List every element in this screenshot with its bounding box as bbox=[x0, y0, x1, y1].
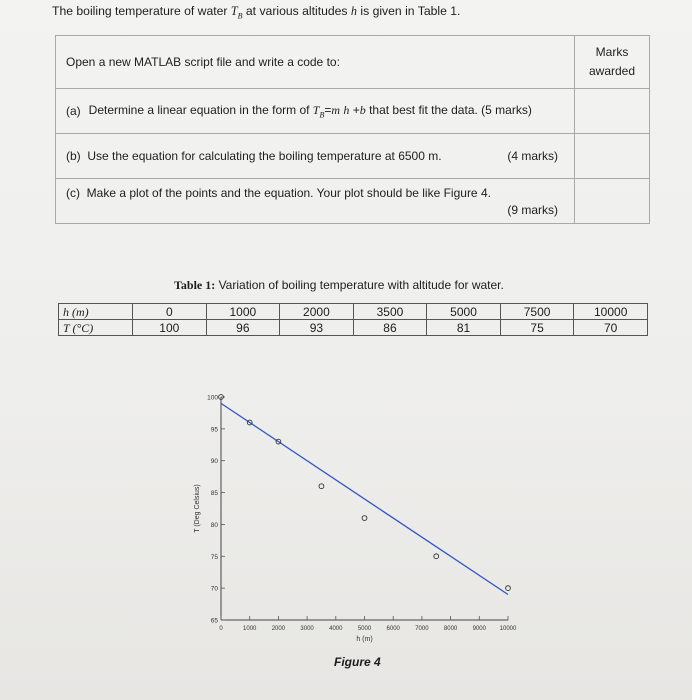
t-cell: 75 bbox=[500, 320, 574, 336]
fit-line-group bbox=[221, 403, 508, 594]
y-tick-label: 90 bbox=[210, 458, 218, 466]
questions-header: Open a new MATLAB script file and write a code to: bbox=[56, 36, 575, 89]
h-cell: 0 bbox=[133, 304, 207, 320]
t-cell: 93 bbox=[280, 320, 354, 336]
h-cell: 1000 bbox=[206, 304, 280, 320]
question-a: (a) Determine a linear equation in the form of $T_B=m$ h +b that best fit the data. (5 marks) bbox=[56, 89, 575, 134]
table-caption: Table 1: Variation of boiling temperature with altitude for water. bbox=[174, 278, 504, 292]
y-tick-label: 80 bbox=[210, 521, 218, 529]
question-c: (c) Make a plot of the points and the equation. Your plot should be like Figure 4. (9 marks) bbox=[56, 179, 575, 224]
y-tick-label: 75 bbox=[210, 553, 218, 561]
h-cell: 7500 bbox=[500, 304, 574, 320]
intro-text: The boiling temperature of water $T_B$ at various altitudes h is given in Table 1. bbox=[52, 4, 461, 21]
temperature-label: T (°C) bbox=[59, 320, 133, 336]
h-cell: 2000 bbox=[280, 304, 354, 320]
t-cell: 100 bbox=[133, 320, 207, 336]
altitude-label: h (m) bbox=[59, 304, 133, 320]
chart-axes bbox=[221, 397, 508, 620]
data-point bbox=[434, 554, 439, 559]
data-point bbox=[506, 586, 511, 591]
h-cell: 10000 bbox=[574, 304, 648, 320]
x-axis-label: h (m) bbox=[356, 636, 373, 643]
x-tick-label: 7000 bbox=[415, 626, 429, 632]
y-axis-label: T (Deg Celsius) bbox=[194, 484, 201, 533]
t-cell: 81 bbox=[427, 320, 501, 336]
t-cell: 96 bbox=[206, 320, 280, 336]
x-tick-label: 9000 bbox=[472, 626, 486, 632]
x-tick-label: 10000 bbox=[499, 626, 517, 632]
x-tick-label: 1000 bbox=[243, 626, 257, 632]
t-cell: 70 bbox=[574, 320, 648, 336]
x-tick-label: 6000 bbox=[386, 626, 400, 632]
figure-caption: Figure 4 bbox=[334, 655, 381, 669]
y-tick-label: 95 bbox=[210, 426, 218, 434]
x-tick-label: 5000 bbox=[357, 626, 372, 632]
data-point bbox=[362, 516, 367, 521]
h-cell: 3500 bbox=[353, 304, 427, 320]
y-tick-label: 70 bbox=[210, 585, 218, 593]
y-tick-label: 65 bbox=[210, 617, 218, 625]
h-cell: 5000 bbox=[427, 304, 501, 320]
x-tick-label: 0 bbox=[219, 626, 223, 632]
fit-line bbox=[221, 403, 508, 594]
x-tick-label: 3000 bbox=[300, 626, 314, 632]
t-cell: 86 bbox=[353, 320, 427, 336]
marks-awarded-header: Marks awarded bbox=[575, 36, 650, 89]
chart-ticks bbox=[207, 395, 517, 633]
question-b: (b) Use the equation for calculating the boiling temperature at 6500 m. (4 marks) bbox=[56, 134, 575, 179]
data-points-group bbox=[219, 395, 511, 591]
x-tick-label: 8000 bbox=[443, 626, 458, 632]
x-tick-label: 4000 bbox=[329, 626, 343, 632]
y-tick-label: 85 bbox=[210, 490, 218, 498]
x-tick-label: 2000 bbox=[271, 626, 286, 632]
y-tick-label: 100 bbox=[207, 394, 218, 402]
data-point bbox=[319, 484, 324, 489]
